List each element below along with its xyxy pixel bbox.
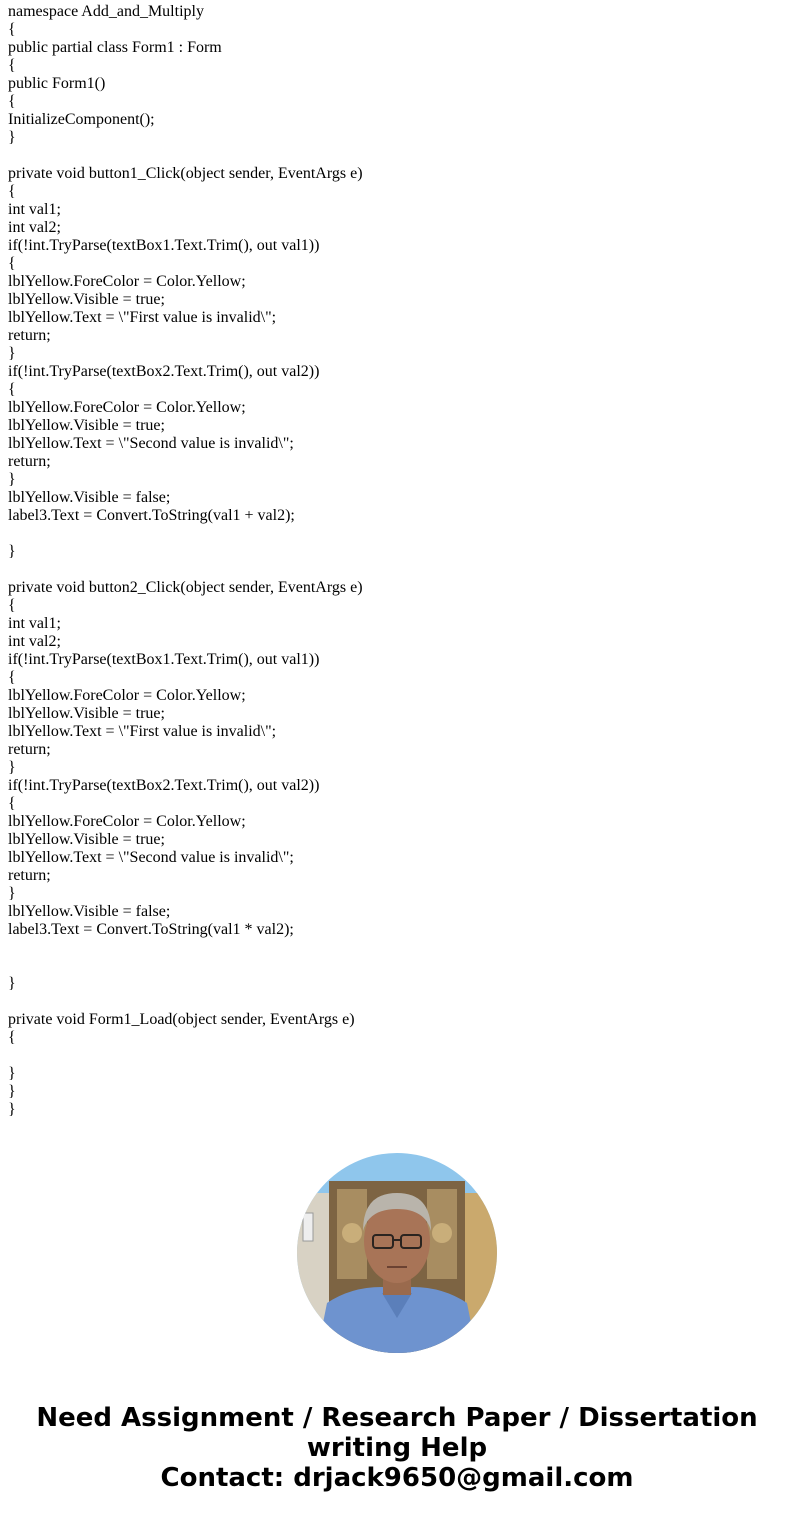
code-line bbox=[8, 939, 363, 957]
code-line: lblYellow.ForeColor = Color.Yellow; bbox=[8, 687, 246, 704]
code-line: lblYellow.Visible = true; bbox=[8, 291, 165, 308]
code-line bbox=[8, 147, 363, 165]
code-line: } bbox=[8, 345, 16, 362]
code-line: } bbox=[8, 1065, 16, 1082]
code-line: return; bbox=[8, 867, 51, 884]
code-line: private void Form1_Load(object sender, EventArgs e) bbox=[8, 1011, 355, 1028]
author-photo bbox=[297, 1153, 497, 1353]
code-line: lblYellow.Visible = true; bbox=[8, 705, 165, 722]
code-line: lblYellow.Visible = true; bbox=[8, 831, 165, 848]
code-line: private void button2_Click(object sender, EventArgs e) bbox=[8, 579, 363, 596]
code-line: private void button1_Click(object sender, EventArgs e) bbox=[8, 165, 363, 182]
code-line: if(!int.TryParse(textBox2.Text.Trim(), out val2)) bbox=[8, 363, 320, 380]
promo-line-1: Need Assignment / Research Paper / Dissertation bbox=[36, 1403, 758, 1433]
author-portrait-icon bbox=[297, 1153, 497, 1353]
code-line: public Form1() bbox=[8, 75, 106, 92]
code-line: lblYellow.ForeColor = Color.Yellow; bbox=[8, 813, 246, 830]
code-line: if(!int.TryParse(textBox1.Text.Trim(), out val1)) bbox=[8, 237, 320, 254]
promo-line-2: writing Help bbox=[306, 1433, 488, 1463]
code-line: } bbox=[8, 975, 16, 992]
code-line: lblYellow.ForeColor = Color.Yellow; bbox=[8, 273, 246, 290]
code-line: return; bbox=[8, 453, 51, 470]
code-line: int val1; bbox=[8, 615, 61, 632]
code-line: { bbox=[8, 57, 16, 74]
code-line: lblYellow.Visible = true; bbox=[8, 417, 165, 434]
code-line: { bbox=[8, 669, 16, 686]
code-line: lblYellow.Visible = false; bbox=[8, 489, 171, 506]
code-line: { bbox=[8, 93, 16, 110]
code-listing bbox=[8, 3, 363, 1119]
code-line: namespace Add_and_Multiply bbox=[8, 3, 204, 20]
code-line: { bbox=[8, 381, 16, 398]
code-line: if(!int.TryParse(textBox1.Text.Trim(), out val1)) bbox=[8, 651, 320, 668]
code-line: { bbox=[8, 21, 16, 38]
code-line: } bbox=[8, 543, 16, 560]
code-line: lblYellow.Visible = false; bbox=[8, 903, 171, 920]
code-line: { bbox=[8, 795, 16, 812]
code-line: lblYellow.ForeColor = Color.Yellow; bbox=[8, 399, 246, 416]
code-line: { bbox=[8, 597, 16, 614]
promo-banner bbox=[0, 1403, 794, 1493]
code-line: } bbox=[8, 129, 16, 146]
code-line: InitializeComponent(); bbox=[8, 111, 155, 128]
code-line: { bbox=[8, 183, 16, 200]
code-line bbox=[8, 993, 363, 1011]
code-line: return; bbox=[8, 327, 51, 344]
code-line: lblYellow.Text = \"Second value is invalid\"; bbox=[8, 849, 294, 866]
code-line: int val2; bbox=[8, 633, 61, 650]
code-line: } bbox=[8, 759, 16, 776]
code-line: } bbox=[8, 1101, 16, 1118]
code-line: { bbox=[8, 255, 16, 272]
code-line: lblYellow.Text = \"First value is invalid\"; bbox=[8, 309, 277, 326]
code-line: { bbox=[8, 1029, 16, 1046]
promo-line-3: Contact: drjack9650@gmail.com bbox=[160, 1463, 634, 1493]
code-line: if(!int.TryParse(textBox2.Text.Trim(), out val2)) bbox=[8, 777, 320, 794]
code-line: } bbox=[8, 1083, 16, 1100]
code-line bbox=[8, 561, 363, 579]
code-line: lblYellow.Text = \"Second value is invalid\"; bbox=[8, 435, 294, 452]
code-line: lblYellow.Text = \"First value is invalid\"; bbox=[8, 723, 277, 740]
code-line: label3.Text = Convert.ToString(val1 * val2); bbox=[8, 921, 294, 938]
code-line: } bbox=[8, 471, 16, 488]
code-line: public partial class Form1 : Form bbox=[8, 39, 222, 56]
code-line bbox=[8, 957, 363, 975]
code-line: int val2; bbox=[8, 219, 61, 236]
code-line: } bbox=[8, 885, 16, 902]
code-line: label3.Text = Convert.ToString(val1 + val2); bbox=[8, 507, 295, 524]
code-line bbox=[8, 1047, 363, 1065]
code-line: return; bbox=[8, 741, 51, 758]
code-line bbox=[8, 525, 363, 543]
code-line: int val1; bbox=[8, 201, 61, 218]
